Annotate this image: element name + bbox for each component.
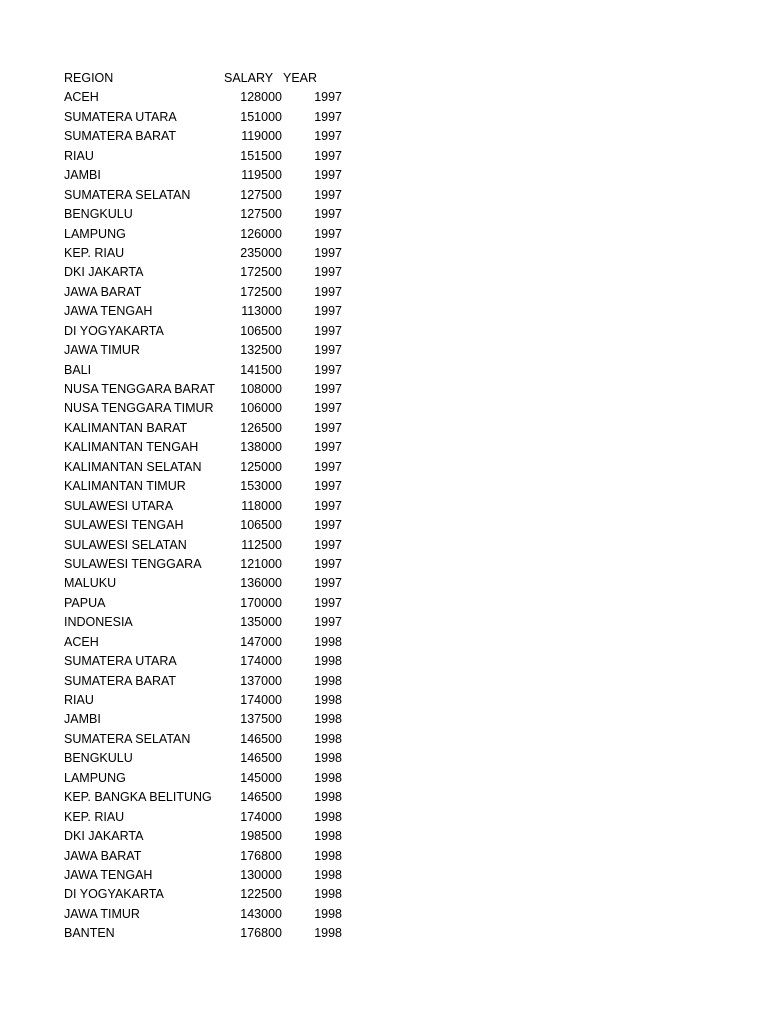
region-cell: KALIMANTAN BARAT [64, 420, 188, 435]
region-cell: ACEH [64, 634, 99, 649]
table-row [64, 497, 354, 516]
year-cell: 1998 [314, 926, 342, 941]
salary-cell: 170000 [240, 595, 282, 610]
region-cell: SULAWESI TENGGARA [64, 556, 202, 571]
salary-cell: 174000 [240, 654, 282, 669]
table-row [64, 788, 354, 807]
region-cell: DKI JAKARTA [64, 265, 144, 280]
region-cell: DKI JAKARTA [64, 829, 144, 844]
salary-cell: 137500 [240, 712, 282, 727]
salary-cell: 151500 [240, 148, 282, 163]
salary-cell: 143000 [240, 906, 282, 921]
region-cell: ACEH [64, 90, 99, 105]
year-cell: 1997 [314, 440, 342, 455]
table-row [64, 419, 354, 438]
year-cell: 1997 [314, 129, 342, 144]
year-cell: 1997 [314, 207, 342, 222]
salary-cell: 146500 [240, 751, 282, 766]
salary-cell: 235000 [240, 245, 282, 260]
year-cell: 1997 [314, 518, 342, 533]
table-row [64, 322, 354, 341]
region-cell: SUMATERA BARAT [64, 129, 177, 144]
year-cell: 1998 [314, 654, 342, 669]
table-row [64, 574, 354, 593]
table-row [64, 924, 354, 943]
table-row [64, 108, 354, 127]
salary-cell: 146500 [240, 731, 282, 746]
region-cell: LAMPUNG [64, 770, 126, 785]
year-cell: 1998 [314, 887, 342, 902]
salary-cell: 108000 [240, 382, 282, 396]
table-row [64, 594, 354, 613]
table-row [64, 905, 354, 924]
year-cell: 1997 [314, 382, 342, 396]
year-cell: 1997 [314, 537, 342, 552]
table-row [64, 380, 354, 399]
region-cell: JAMBI [64, 168, 101, 183]
table-row [64, 205, 354, 224]
region-cell: BANTEN [64, 926, 115, 941]
salary-cell: 147000 [240, 634, 282, 649]
table-row [64, 147, 354, 166]
table-header-row [64, 69, 354, 88]
region-cell: PAPUA [64, 595, 106, 610]
salary-cell: 128000 [240, 90, 282, 105]
year-cell: 1998 [314, 693, 342, 707]
region-cell: SULAWESI TENGAH [64, 518, 184, 533]
year-cell: 1997 [314, 615, 342, 630]
region-cell: NUSA TENGGARA TIMUR [64, 401, 214, 416]
salary-cell: 132500 [240, 343, 282, 358]
year-cell: 1998 [314, 848, 342, 863]
table-row [64, 847, 354, 866]
year-cell: 1997 [314, 284, 342, 299]
salary-cell: 176800 [240, 926, 282, 941]
table-row [64, 127, 354, 146]
year-cell: 1997 [314, 479, 342, 494]
salary-cell: 119000 [241, 129, 282, 144]
region-cell: BENGKULU [64, 207, 133, 222]
year-cell: 1998 [314, 906, 342, 921]
table-row [64, 244, 354, 263]
table-row [64, 166, 354, 185]
region-cell: JAWA TIMUR [64, 906, 140, 921]
salary-cell: 122500 [240, 887, 282, 902]
region-cell: KALIMANTAN SELATAN [64, 459, 202, 474]
year-cell: 1997 [314, 187, 342, 202]
year-cell: 1997 [314, 168, 342, 183]
salary-cell: 136000 [240, 576, 282, 591]
year-cell: 1998 [314, 673, 342, 688]
salary-cell: 198500 [240, 829, 282, 844]
region-cell: DI YOGYAKARTA [64, 323, 164, 338]
salary-cell: 127500 [240, 187, 282, 202]
region-cell: SULAWESI SELATAN [64, 537, 187, 552]
salary-cell: 174000 [240, 693, 282, 707]
region-cell: JAWA TENGAH [64, 304, 153, 319]
year-cell: 1998 [314, 867, 342, 882]
region-cell: DI YOGYAKARTA [64, 887, 164, 902]
table-row [64, 477, 354, 496]
table-row [64, 399, 354, 418]
table-row [64, 263, 354, 282]
region-cell: BENGKULU [64, 751, 133, 766]
salary-cell: 106500 [240, 518, 282, 533]
region-cell: LAMPUNG [64, 226, 126, 241]
table-row [64, 458, 354, 477]
salary-cell: 172500 [240, 265, 282, 280]
table-row [64, 283, 354, 302]
year-cell: 1997 [314, 304, 342, 319]
year-cell: 1997 [314, 498, 342, 513]
year-cell: 1998 [314, 731, 342, 746]
year-cell: 1997 [314, 90, 342, 105]
region-cell: JAWA TIMUR [64, 343, 140, 358]
salary-table [64, 69, 354, 944]
table-row [64, 769, 354, 788]
region-cell: BALI [64, 362, 92, 377]
region-cell: KEP. RIAU [64, 809, 125, 824]
table-row [64, 691, 354, 710]
salary-cell: 126500 [240, 420, 282, 435]
region-cell: SUMATERA UTARA [64, 654, 177, 669]
year-cell: 1997 [314, 576, 342, 591]
year-cell: 1997 [314, 556, 342, 571]
region-cell: MALUKU [64, 576, 117, 591]
table-row [64, 866, 354, 885]
table-body [64, 88, 354, 943]
region-cell: JAMBI [64, 712, 101, 727]
salary-cell: 106000 [240, 401, 282, 416]
table-row [64, 341, 354, 360]
region-cell: JAWA BARAT [64, 848, 142, 863]
year-cell: 1998 [314, 809, 342, 824]
region-cell: INDONESIA [64, 615, 133, 630]
table-row [64, 633, 354, 652]
year-cell: 1998 [314, 712, 342, 727]
year-cell: 1997 [314, 245, 342, 260]
region-cell: SUMATERA SELATAN [64, 731, 191, 746]
table-row [64, 808, 354, 827]
region-cell: RIAU [64, 148, 94, 163]
salary-cell: 130000 [240, 867, 282, 882]
year-cell: 1998 [314, 634, 342, 649]
region-cell: JAWA TENGAH [64, 867, 153, 882]
salary-cell: 127500 [240, 207, 282, 222]
salary-cell: 174000 [240, 809, 282, 824]
year-cell: 1998 [314, 751, 342, 766]
region-cell: JAWA BARAT [64, 284, 142, 299]
table-row [64, 361, 354, 380]
salary-cell: 137000 [240, 673, 282, 688]
year-cell: 1997 [314, 148, 342, 163]
table-row [64, 885, 354, 904]
table-row [64, 730, 354, 749]
region-cell: SUMATERA SELATAN [64, 187, 191, 202]
year-cell: 1997 [314, 323, 342, 338]
header-salary: SALARY [224, 71, 274, 85]
salary-cell: 106500 [240, 323, 282, 338]
year-cell: 1997 [314, 343, 342, 358]
region-cell: KALIMANTAN TENGAH [64, 440, 199, 455]
year-cell: 1998 [314, 829, 342, 844]
year-cell: 1997 [314, 109, 342, 124]
salary-cell: 141500 [240, 362, 282, 377]
region-cell: KALIMANTAN TIMUR [64, 479, 186, 494]
region-cell: KEP. BANGKA BELITUNG [64, 790, 212, 805]
year-cell: 1997 [314, 595, 342, 610]
region-cell: NUSA TENGGARA BARAT [64, 382, 215, 396]
table-row [64, 613, 354, 632]
header-year: YEAR [283, 71, 318, 85]
salary-cell: 153000 [240, 479, 282, 494]
salary-cell: 145000 [240, 770, 282, 785]
salary-cell: 125000 [240, 459, 282, 474]
region-cell: SUMATERA BARAT [64, 673, 177, 688]
salary-cell: 138000 [240, 440, 282, 455]
region-cell: SUMATERA UTARA [64, 109, 177, 124]
table-row [64, 672, 354, 691]
salary-cell: 176800 [240, 848, 282, 863]
salary-cell: 146500 [240, 790, 282, 805]
table-row [64, 827, 354, 846]
table-row [64, 88, 354, 107]
salary-cell: 151000 [240, 109, 282, 124]
salary-cell: 118000 [241, 498, 282, 513]
salary-cell: 172500 [240, 284, 282, 299]
salary-cell: 119500 [241, 168, 282, 183]
year-cell: 1997 [314, 362, 342, 377]
salary-cell: 135000 [240, 615, 282, 630]
table-row [64, 438, 354, 457]
table-row [64, 536, 354, 555]
year-cell: 1997 [314, 459, 342, 474]
region-cell: KEP. RIAU [64, 245, 125, 260]
table-row [64, 555, 354, 574]
year-cell: 1997 [314, 226, 342, 241]
salary-cell: 112500 [241, 537, 282, 552]
table-row [64, 516, 354, 535]
salary-cell: 121000 [240, 556, 282, 571]
table-row [64, 186, 354, 205]
table-row [64, 652, 354, 671]
year-cell: 1998 [314, 790, 342, 805]
table-row [64, 710, 354, 729]
salary-cell: 126000 [240, 226, 282, 241]
salary-cell: 113000 [241, 304, 282, 319]
year-cell: 1997 [314, 420, 342, 435]
region-cell: SULAWESI UTARA [64, 498, 174, 513]
year-cell: 1998 [314, 770, 342, 785]
table-row [64, 302, 354, 321]
year-cell: 1997 [314, 265, 342, 280]
region-cell: RIAU [64, 693, 94, 707]
table-row [64, 749, 354, 768]
header-region: REGION [64, 71, 114, 85]
year-cell: 1997 [314, 401, 342, 416]
table-row [64, 225, 354, 244]
